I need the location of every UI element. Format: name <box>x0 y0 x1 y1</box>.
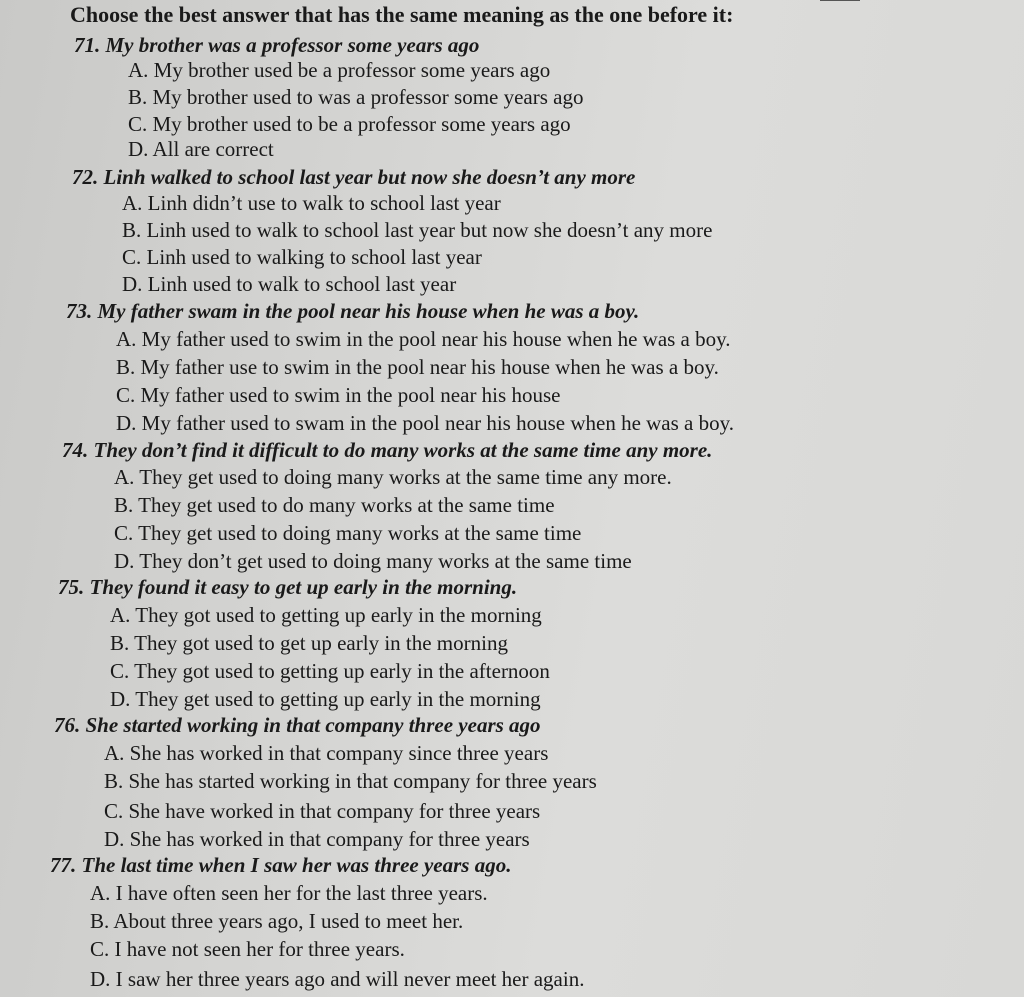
question-stem: 77. The last time when I saw her was three years ago. <box>50 853 512 877</box>
question-75 <box>58 574 517 601</box>
option-71-a: A. My brother used be a professor some years ago <box>128 58 551 82</box>
option-76-b: B. She has started working in that company for three years <box>104 769 597 793</box>
option-72-b: B. Linh used to walk to school last year but now she doesn’t any more <box>122 218 713 242</box>
option-75-a: A. They got used to getting up early in the morning <box>110 603 542 627</box>
option-74-a: A. They get used to doing many works at the same time any more. <box>114 465 672 489</box>
option-77-c: C. I have not seen her for three years. <box>90 937 405 961</box>
question-73 <box>66 298 639 325</box>
option-72-a: A. Linh didn’t use to walk to school last year <box>122 191 501 215</box>
option-75-b: B. They got used to get up early in the morning <box>110 631 508 655</box>
option-75-c: C. They got used to getting up early in the afternoon <box>110 659 550 683</box>
instructions-heading: Choose the best answer that has the same meaning as the one before it: <box>70 2 734 27</box>
option-75-d: D. They get used to getting up early in the morning <box>110 687 541 711</box>
question-stem: 74. They don’t find it difficult to do many works at the same time any more. <box>62 438 713 462</box>
option-77-a: A. I have often seen her for the last three years. <box>90 881 488 905</box>
question-74 <box>62 437 712 464</box>
question-stem: 73. My father swam in the pool near his house when he was a boy. <box>66 299 640 323</box>
option-74-c: C. They get used to doing many works at the same time <box>114 521 582 545</box>
option-77-b: B. About three years ago, I used to meet her. <box>90 909 464 933</box>
page-edge-mark <box>820 0 860 1</box>
question-71 <box>74 32 479 59</box>
option-76-a: A. She has worked in that company since three years <box>104 741 549 765</box>
option-74-b: B. They get used to do many works at the same time <box>114 493 555 517</box>
question-stem: 72. Linh walked to school last year but now she doesn’t any more <box>72 165 636 189</box>
option-71-d: D. All are correct <box>128 137 274 161</box>
option-77-d: D. I saw her three years ago and will never meet her again. <box>90 967 585 991</box>
option-73-a: A. My father used to swim in the pool near his house when he was a boy. <box>116 327 731 351</box>
option-72-c: C. Linh used to walking to school last year <box>122 245 482 269</box>
question-stem: 75. They found it easy to get up early in the morning. <box>58 575 518 599</box>
option-73-b: B. My father use to swim in the pool near his house when he was a boy. <box>116 355 719 379</box>
option-71-b: B. My brother used to was a professor some years ago <box>128 85 584 109</box>
question-72 <box>72 164 635 191</box>
question-stem: 71. My brother was a professor some years ago <box>74 33 480 57</box>
question-76 <box>54 712 541 739</box>
question-stem: 76. She started working in that company three years ago <box>54 713 541 737</box>
option-73-c: C. My father used to swim in the pool near his house <box>116 383 561 407</box>
option-76-d: D. She has worked in that company for three years <box>104 827 530 851</box>
question-77 <box>50 852 511 879</box>
option-74-d: D. They don’t get used to doing many works at the same time <box>114 549 632 573</box>
option-71-c: C. My brother used to be a professor some years ago <box>128 112 571 136</box>
option-73-d: D. My father used to swam in the pool near his house when he was a boy. <box>116 411 735 435</box>
option-76-c: C. She have worked in that company for three years <box>104 799 541 823</box>
option-72-d: D. Linh used to walk to school last year <box>122 272 457 296</box>
